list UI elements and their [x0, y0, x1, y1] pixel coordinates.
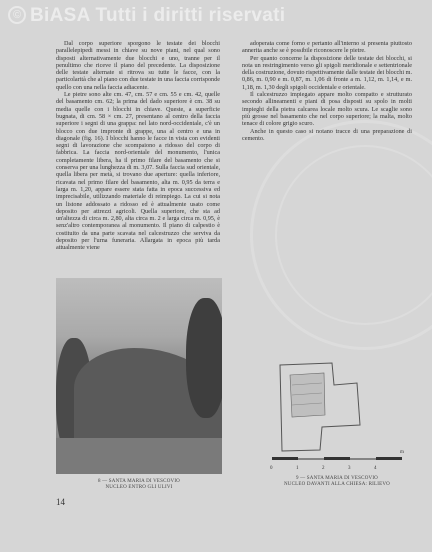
plan-caption: [262, 476, 412, 488]
scale-label: 2: [322, 466, 325, 471]
scale-segment: [272, 457, 298, 460]
paragraph: Per quanto concerne la disposizione delle testate dei blocchi, si nota un restringimento verso gli spigoli meridionale e settentrionale della costruzione, dovuto rispettivamente dalle testate dei blocchi m. 0,86, m. 0,90 e m. 0,87, m. 1,06 di fronte a m. 1,12, m. 1,14, e m. 1,18, m. 1,30 degli spigoli occidentale e orientale.: [242, 54, 412, 91]
scale-label: 4: [374, 466, 377, 471]
text-column-right: [242, 40, 412, 142]
paragraph: adoperata come forno e pertanto all'interno si presenta piuttosto annerita anche se è possibile riconoscere le pietre.: [242, 40, 412, 55]
paragraph: Dal corpo superiore sporgono le testate dei blocchi parallelepipedi messi in chiave su nove piani, nel qual sono disposti alternativamente due blocchi e uno, tranne per il penultimo che riceve il piano del precedente. La disposizione delle testate alternate si ritrova su tutte le facce, con la particolarità che al piano con due testate in una faccia corrisponde quello con una nella faccia adiacente.: [56, 40, 220, 91]
paragraph: Anche in questo caso si notano tracce di una preparazione di cemento.: [242, 127, 412, 142]
paragraph: Il calcestruzzo impiegato appare molto compatto e strutturato secondo allineamenti e piani di posa disposti su spolo in molti impieghi della pietra calcarea locale molto scura. Le scaglie sono più grosse nel basamento che nel corpo superiore; la malta, molto tenace di colore grigio scuro.: [242, 91, 412, 128]
photo-ground: [56, 438, 222, 474]
scale-label: 3: [348, 466, 351, 471]
page-number: 14: [56, 497, 65, 507]
scale-label: 1: [296, 466, 299, 471]
scale-unit: m: [400, 450, 404, 455]
text-column-left: [56, 40, 220, 252]
scale-label: 0: [270, 466, 273, 471]
scale-segment: [376, 457, 402, 460]
caption-line: 8 — SANTA MARIA DI VESCOVIO: [98, 479, 180, 484]
paragraph: Le pietre sono alte cm. 47, cm. 57 e cm. 55 e cm. 42, quelle del basamento cm. 62; la prima del dado superiore è cm. 38 su media quelle con i blocchi in chiave. Queste, a superficie bugnata, di cm. 58 × cm. 27, presentano al centro della faccia superiore i segni di una grappa: nel lato nord-occidentale, c'è un blocco con due impronte di grappe, una al centro e una in diagonale (fig. 16). I blocchi hanno le facce in vista con evidenti segni di lavorazione che scompaiono a ridosso del corpo di fabbrica. La faccia nord-orientale del monumento, l'unica completamente libera, ha il primo filare del basamento che si conserva per una lunghezza di m. 3,07. Sulla faccia sud orientale, quella libera per metà, si trovano due aperture: quella inferiore, ricavata nel primo filare del basamento, alta m. 0,95 da terra e larga m. 1,20, appare essere stata fatta in epoca successiva ed imprecisabile, utilizzando materiale di reimpiego. La cui si nota un listone addossato a ridosso ed è attualmente usato come deposito per attrezzi agricoli. Quella superiore, che sta ad un'altezza di circa m. 2,80, alta circa m. 2 e larga circa m. 0,95, è senz'altro contemporanea al monumento. Il piano di calpestio è costituito da una parte scavata nel calcestruzzo che serviva da deposito per l'urna funeraria. Allargata in epoca più tarda attualmente viene: [56, 91, 220, 252]
caption-line: NUCLEO DAVANTI ALLA CHIESA: RILIEVO: [284, 482, 390, 487]
plan-drawing: [262, 355, 412, 475]
scale-segment: [324, 457, 350, 460]
plan-inner: [290, 373, 325, 417]
watermark-text: BiASA Tutti i diritti riservati: [30, 5, 286, 26]
caption-line: 9 — SANTA MARIA DI VESCOVIO: [296, 476, 378, 481]
copyright-icon: ©: [8, 6, 26, 24]
caption-line: NUCLEO ENTRO GLI ULIVI: [105, 485, 173, 490]
photograph-ruin: [56, 278, 222, 474]
watermark-bar: [0, 0, 432, 30]
photo-tree-right: [186, 298, 222, 418]
photo-caption: [56, 479, 222, 491]
